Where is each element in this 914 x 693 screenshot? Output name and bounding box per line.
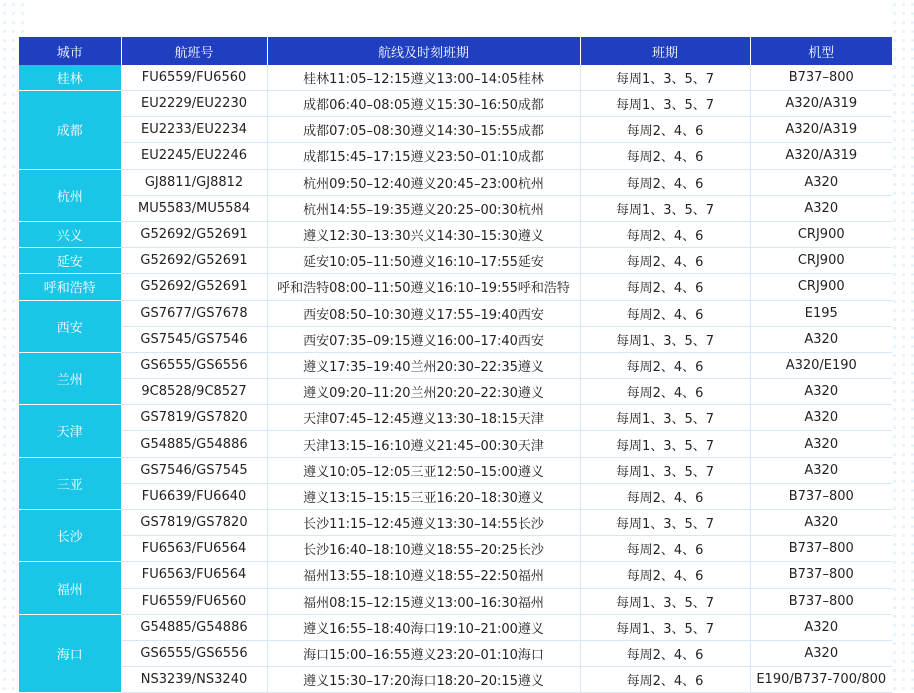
schedule-days-cell: 每周2、4、6 — [580, 117, 750, 143]
flight-number-cell: G54885/G54886 — [121, 431, 267, 457]
flight-number-cell: FU6563/FU6564 — [121, 562, 267, 588]
flight-number-cell: NS3239/NS3240 — [121, 667, 267, 693]
schedule-days-cell: 每周2、4、6 — [580, 248, 750, 274]
aircraft-cell: A320 — [750, 510, 892, 536]
route-cell: 遵义17:35–19:40兰州20:30–22:35遵义 — [267, 352, 580, 378]
flight-number-cell: GS7819/GS7820 — [121, 405, 267, 431]
aircraft-cell: A320 — [750, 457, 892, 483]
schedule-days-cell: 每周2、4、6 — [580, 352, 750, 378]
route-cell: 成都06:40–08:05遵义15:30–16:50成都 — [267, 91, 580, 117]
flight-schedule-table — [19, 37, 892, 693]
table-row — [19, 405, 892, 431]
flight-number-cell: GS7677/GS7678 — [121, 300, 267, 326]
schedule-days-cell: 每周2、4、6 — [580, 300, 750, 326]
city-cell: 延安 — [19, 248, 121, 274]
flight-number-cell: GS6555/GS6556 — [121, 640, 267, 666]
aircraft-cell: CRJ900 — [750, 221, 892, 247]
table-row — [19, 91, 892, 117]
schedule-days-cell: 每周2、4、6 — [580, 221, 750, 247]
route-cell: 西安08:50–10:30遵义17:55–19:40西安 — [267, 300, 580, 326]
table-row — [19, 562, 892, 588]
route-cell: 遵义15:30–17:20海口18:20–20:15遵义 — [267, 667, 580, 693]
table-row — [19, 274, 892, 300]
aircraft-cell: E195 — [750, 300, 892, 326]
city-cell: 西安 — [19, 300, 121, 352]
table-row — [19, 510, 892, 536]
header-city: 城市 — [19, 37, 121, 65]
route-cell: 成都15:45–17:15遵义23:50–01:10成都 — [267, 143, 580, 169]
route-cell: 福州08:15–12:15遵义13:00–16:30福州 — [267, 588, 580, 614]
header-route-times: 航线及时刻班期 — [267, 37, 580, 65]
schedule-days-cell: 每周1、3、5、7 — [580, 405, 750, 431]
header-flight-number: 航班号 — [121, 37, 267, 65]
aircraft-cell: A320/A319 — [750, 117, 892, 143]
flight-number-cell: FU6559/FU6560 — [121, 65, 267, 91]
route-cell: 杭州09:50–12:40遵义20:45–23:00杭州 — [267, 169, 580, 195]
schedule-days-cell: 每周2、4、6 — [580, 274, 750, 300]
aircraft-cell: A320 — [750, 195, 892, 221]
table-row — [19, 431, 892, 457]
flight-number-cell: FU6639/FU6640 — [121, 483, 267, 509]
aircraft-cell: B737–800 — [750, 65, 892, 91]
table-row — [19, 300, 892, 326]
route-cell: 天津07:45–12:45遵义13:30–18:15天津 — [267, 405, 580, 431]
table-row — [19, 143, 892, 169]
flight-number-cell: G52692/G52691 — [121, 221, 267, 247]
table-body — [19, 65, 892, 693]
city-cell: 海口 — [19, 614, 121, 693]
schedule-days-cell: 每周1、3、5、7 — [580, 431, 750, 457]
schedule-days-cell: 每周2、4、6 — [580, 667, 750, 693]
route-cell: 海口15:00–16:55遵义23:20–01:10海口 — [267, 640, 580, 666]
aircraft-cell: A320/A319 — [750, 143, 892, 169]
route-cell: 遵义16:55–18:40海口19:10–21:00遵义 — [267, 614, 580, 640]
table-header-row — [19, 37, 892, 65]
route-cell: 遵义13:15–15:15三亚16:20–18:30遵义 — [267, 483, 580, 509]
city-cell: 呼和浩特 — [19, 274, 121, 300]
route-cell: 呼和浩特08:00–11:50遵义16:10–19:55呼和浩特 — [267, 274, 580, 300]
aircraft-cell: A320 — [750, 640, 892, 666]
table-row — [19, 614, 892, 640]
city-cell: 三亚 — [19, 457, 121, 509]
aircraft-cell: B737–800 — [750, 536, 892, 562]
flight-number-cell: EU2233/EU2234 — [121, 117, 267, 143]
flight-number-cell: GJ8811/GJ8812 — [121, 169, 267, 195]
schedule-days-cell: 每周1、3、5、7 — [580, 195, 750, 221]
flight-number-cell: GS6555/GS6556 — [121, 352, 267, 378]
table-row — [19, 195, 892, 221]
flight-number-cell: G52692/G52691 — [121, 248, 267, 274]
header-schedule-days: 班期 — [580, 37, 750, 65]
aircraft-cell: A320 — [750, 431, 892, 457]
route-cell: 长沙16:40–18:10遵义18:55–20:25长沙 — [267, 536, 580, 562]
schedule-days-cell: 每周2、4、6 — [580, 562, 750, 588]
schedule-days-cell: 每周1、3、5、7 — [580, 326, 750, 352]
schedule-days-cell: 每周2、4、6 — [580, 379, 750, 405]
city-cell: 桂林 — [19, 65, 121, 91]
route-cell: 天津13:15–16:10遵义21:45–00:30天津 — [267, 431, 580, 457]
city-cell: 兰州 — [19, 352, 121, 404]
flight-number-cell: GS7819/GS7820 — [121, 510, 267, 536]
aircraft-cell: A320 — [750, 326, 892, 352]
aircraft-cell: B737–800 — [750, 483, 892, 509]
table-row — [19, 221, 892, 247]
schedule-days-cell: 每周2、4、6 — [580, 483, 750, 509]
flight-number-cell: G54885/G54886 — [121, 614, 267, 640]
city-cell: 长沙 — [19, 510, 121, 562]
city-cell: 兴义 — [19, 221, 121, 247]
table-row — [19, 117, 892, 143]
aircraft-cell: B737–800 — [750, 588, 892, 614]
route-cell: 延安10:05–11:50遵义16:10–17:55延安 — [267, 248, 580, 274]
route-cell: 桂林11:05–12:15遵义13:00–14:05桂林 — [267, 65, 580, 91]
city-cell: 福州 — [19, 562, 121, 614]
table-row — [19, 640, 892, 666]
schedule-days-cell: 每周2、4、6 — [580, 536, 750, 562]
route-cell: 遵义10:05–12:05三亚12:50–15:00遵义 — [267, 457, 580, 483]
route-cell: 西安07:35–09:15遵义16:00–17:40西安 — [267, 326, 580, 352]
aircraft-cell: A320 — [750, 405, 892, 431]
table-row — [19, 379, 892, 405]
table-row — [19, 65, 892, 91]
route-cell: 福州13:55–18:10遵义18:55–22:50福州 — [267, 562, 580, 588]
aircraft-cell: A320/E190 — [750, 352, 892, 378]
schedule-days-cell: 每周2、4、6 — [580, 143, 750, 169]
flight-number-cell: MU5583/MU5584 — [121, 195, 267, 221]
table-row — [19, 326, 892, 352]
route-cell: 长沙11:15–12:45遵义13:30–14:55长沙 — [267, 510, 580, 536]
city-cell: 天津 — [19, 405, 121, 457]
header-aircraft-type: 机型 — [750, 37, 892, 65]
flight-number-cell: EU2229/EU2230 — [121, 91, 267, 117]
background-dot-pattern-right — [890, 0, 914, 693]
route-cell: 遵义09:20–11:20兰州20:20–22:30遵义 — [267, 379, 580, 405]
aircraft-cell: A320 — [750, 614, 892, 640]
city-cell: 杭州 — [19, 169, 121, 221]
schedule-days-cell: 每周1、3、5、7 — [580, 457, 750, 483]
schedule-days-cell: 每周1、3、5、7 — [580, 510, 750, 536]
schedule-days-cell: 每周1、3、5、7 — [580, 614, 750, 640]
table-row — [19, 588, 892, 614]
flight-number-cell: GS7545/GS7546 — [121, 326, 267, 352]
aircraft-cell: CRJ900 — [750, 274, 892, 300]
schedule-days-cell: 每周1、3、5、7 — [580, 91, 750, 117]
table-row — [19, 352, 892, 378]
flight-number-cell: EU2245/EU2246 — [121, 143, 267, 169]
schedule-days-cell: 每周1、3、5、7 — [580, 588, 750, 614]
route-cell: 遵义12:30–13:30兴义14:30–15:30遵义 — [267, 221, 580, 247]
table-row — [19, 248, 892, 274]
table-row — [19, 169, 892, 195]
flight-number-cell: 9C8528/9C8527 — [121, 379, 267, 405]
table-row — [19, 536, 892, 562]
city-cell: 成都 — [19, 91, 121, 170]
aircraft-cell: A320 — [750, 379, 892, 405]
aircraft-cell: A320 — [750, 169, 892, 195]
schedule-days-cell: 每周1、3、5、7 — [580, 65, 750, 91]
aircraft-cell: A320/A319 — [750, 91, 892, 117]
aircraft-cell: CRJ900 — [750, 248, 892, 274]
table-row — [19, 667, 892, 693]
aircraft-cell: E190/B737-700/800 — [750, 667, 892, 693]
aircraft-cell: B737–800 — [750, 562, 892, 588]
flight-number-cell: FU6559/FU6560 — [121, 588, 267, 614]
flight-number-cell: GS7546/GS7545 — [121, 457, 267, 483]
flight-number-cell: FU6563/FU6564 — [121, 536, 267, 562]
route-cell: 成都07:05–08:30遵义14:30–15:55成都 — [267, 117, 580, 143]
schedule-days-cell: 每周2、4、6 — [580, 640, 750, 666]
schedule-days-cell: 每周2、4、6 — [580, 169, 750, 195]
flight-number-cell: G52692/G52691 — [121, 274, 267, 300]
table-row — [19, 457, 892, 483]
route-cell: 杭州14:55–19:35遵义20:25–00:30杭州 — [267, 195, 580, 221]
table-row — [19, 483, 892, 509]
